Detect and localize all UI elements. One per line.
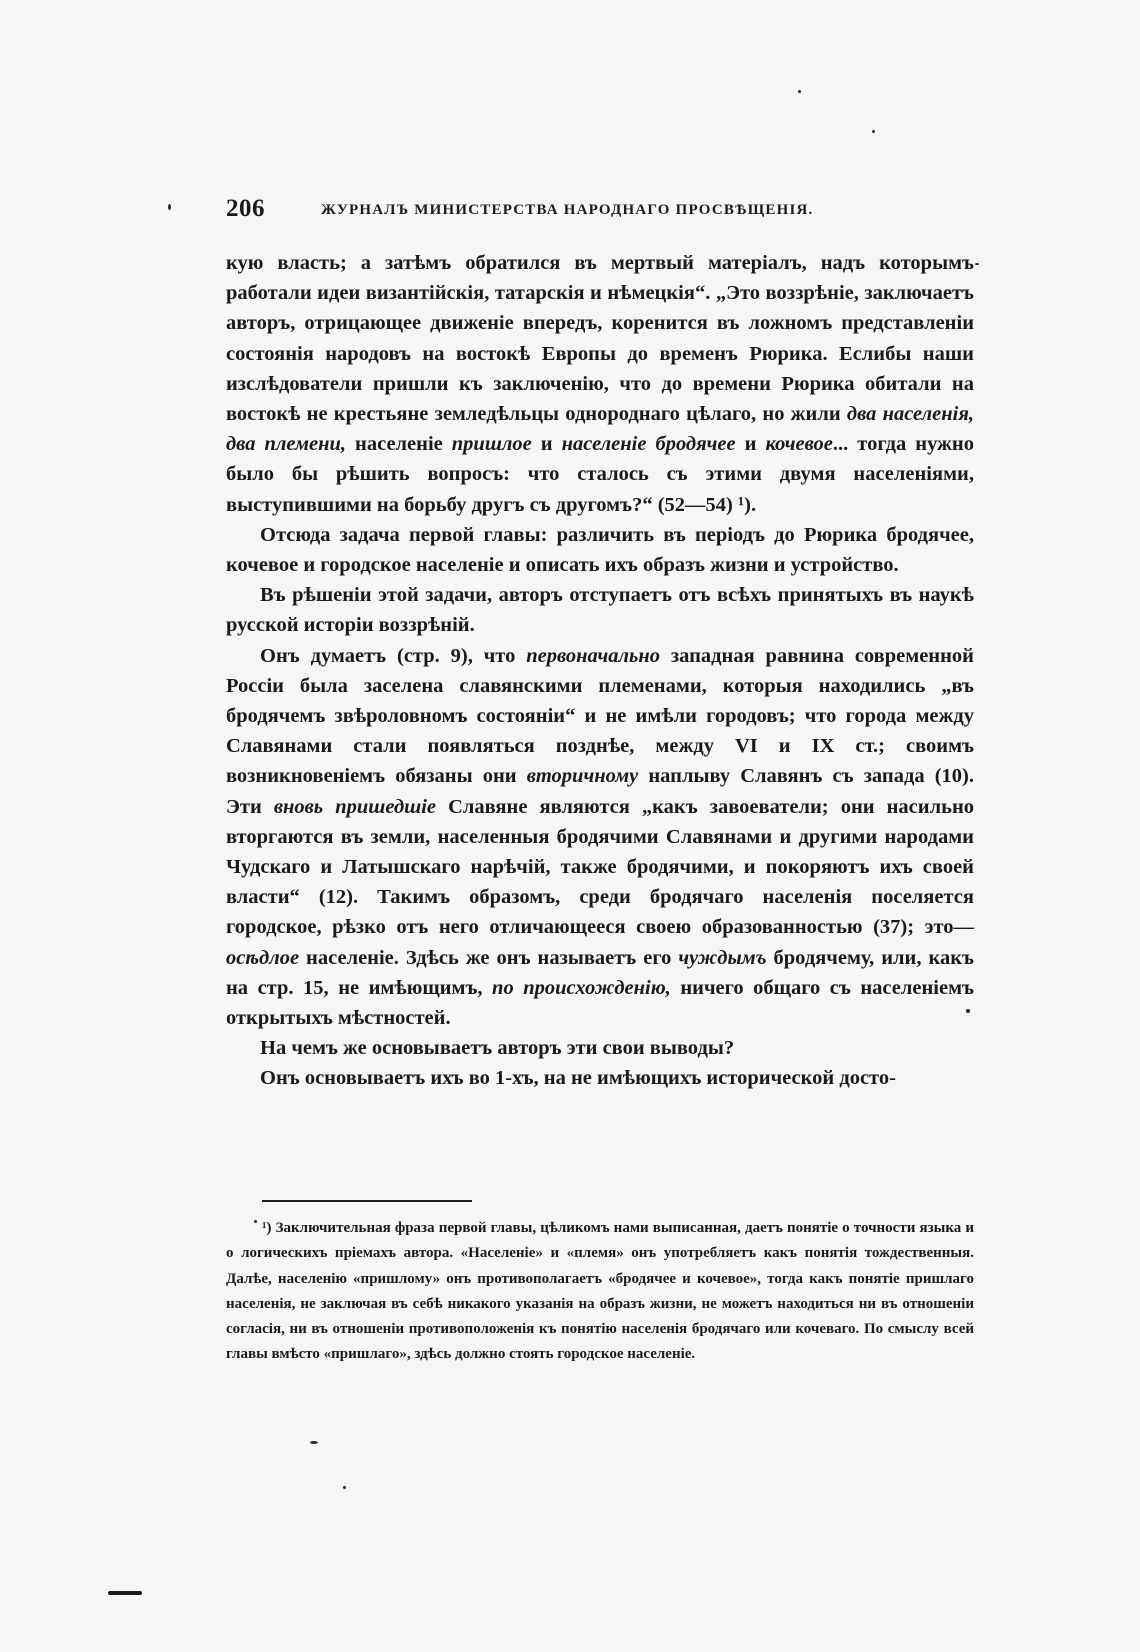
page-number: 206	[226, 195, 265, 222]
scan-speck	[798, 90, 801, 93]
footnote-text: ¹) Заключительная фраза первой главы, цѣликомъ нами выписанная, даетъ понятіе о точности языка и о логическихъ пріемахъ автора. «Населеніе» и «племя» онъ употребляетъ какъ понятія тождественныя. Далѣе, населенію «пришлому» онъ противополагаетъ «бродячее и кочевое», тогда какъ понятіе пришлаго населенія, не заключая въ себѣ никакого указанія на образъ жизни, не можетъ находиться ни въ отношеніи согласія, ни въ отношеніи противоположенія къ понятію населенія бродячаго или кочеваго. По смыслу всей главы вмѣсто «пришлаго», здѣсь должно стоять городское населеніе.	[226, 1220, 974, 1363]
running-head: ЖУРНАЛЪ МИНИСТЕРСТВА НАРОДНАГО ПРОСВѢЩЕНІЯ.	[321, 202, 814, 218]
paragraph-1: кую власть; а затѣмъ обратился въ мертвый матеріалъ, надъ которымъ работали идеи византійскія, татарскія и нѣмецкія“. „Это воззрѣніе, заключаетъ авторъ, отрицающее движеніе впередъ, коренится въ ложномъ представленіи состоянія народовъ на востокѣ Европы до временъ Рюрика. Еслибы наши изслѣдователи пришли къ заключенію, что до времени Рюрика обитали на востокѣ не крестьяне земледѣльцы однороднаго цѣлаго, но жили два населенія, два племени, населеніе пришлое и населеніе бродячее и кочевое... тогда нужно было бы рѣшить вопросъ: что сталось съ этими двумя населеніями, выступившими на борьбу другъ съ другомъ?“ (52—54) ¹).	[226, 252, 974, 516]
paragraph-2: Отсюда задача первой главы: различить въ періодъ до Рюрика бродячее, кочевое и городское населеніе и описать ихъ образъ жизни и устройство.	[226, 523, 974, 577]
paragraph-3: Въ рѣшеніи этой задачи, авторъ отступаетъ отъ всѣхъ принятыхъ въ наукѣ русской исторіи воззрѣній.	[226, 584, 974, 637]
paragraph-4: Онъ думаетъ (стр. 9), что первоначально западная равнина современной Россіи была заселена славянскими племенами, которыя находились „въ бродячемъ звѣроловномъ состояніи“ и не имѣли городовъ; что города между Славянами стали появляться позднѣе, между VI и IX ст.; своимъ возникновеніемъ обязаны они вторичному наплыву Славянъ съ запада (10). Эти вновь пришедшіе Славяне являются „какъ завоеватели; они насильно вторгаются въ земли, населенныя бродячими Славянами и другими народами Чудскаго и Латышскаго нарѣчій, также бродячими, и покоряютъ ихъ своей власти“ (12). Такимъ образомъ, среди бродячаго населенія поселяется городское, рѣзко отъ него отличающееся своею образованностью (37); это—осѣдлое населеніе. Здѣсь же онъ называетъ его чуждымъ бродячему, или, какъ на стр. 15, не имѣющимъ, по происхожденію, ничего общаго съ населеніемъ открытыхъ мѣстностей.	[226, 644, 974, 1030]
scan-speck	[168, 204, 171, 210]
scan-speck	[966, 1009, 970, 1013]
scan-speck	[310, 1441, 318, 1444]
scan-mark	[108, 1591, 142, 1595]
page-header	[226, 195, 974, 229]
footnote-rule	[262, 1200, 472, 1202]
scan-speck	[975, 263, 979, 265]
scan-speck	[872, 130, 875, 133]
paragraph-5: На чемъ же основываетъ авторъ эти свои выводы?	[260, 1037, 735, 1060]
main-text	[226, 248, 974, 1094]
footnote	[226, 1216, 974, 1368]
scan-speck	[343, 1486, 346, 1489]
scan-speck	[254, 1220, 257, 1223]
paragraph-6: Онъ основываетъ ихъ во 1-хъ, на не имѣющихъ исторической досто-	[260, 1067, 896, 1090]
